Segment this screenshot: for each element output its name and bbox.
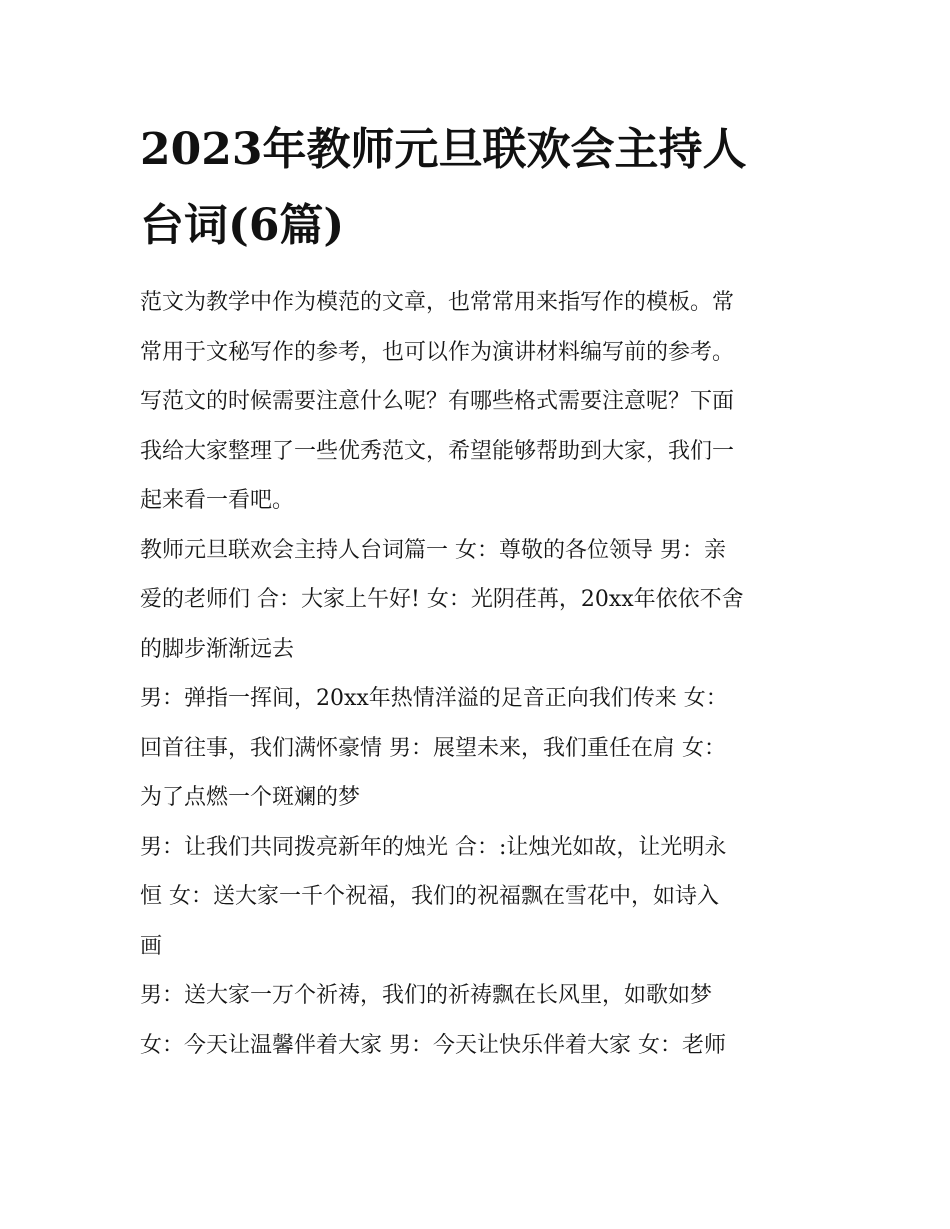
text-line: 我给大家整理了一些优秀范文，希望能够帮助到大家，我们一 (140, 438, 735, 464)
text-line: 男：让我们共同拨亮新年的烛光 合：:让烛光如故，让光明永 (140, 834, 727, 860)
text-line: 常用于文秘写作的参考，也可以作为演讲材料编写前的参考。 (140, 339, 735, 365)
script-paragraph (140, 971, 812, 1070)
text-line: 写范文的时候需要注意什么呢？有哪些格式需要注意呢？下面 (140, 389, 735, 414)
text-line: 回首往事，我们满怀豪情 男：展望未来，我们重任在肩 女： (140, 735, 726, 761)
intro-paragraph (140, 278, 812, 526)
script-paragraph (140, 526, 812, 675)
text-line: 教师元旦联欢会主持人台词篇一 女：尊敬的各位领导 男：亲 (140, 537, 726, 563)
script-paragraph (140, 823, 812, 972)
text-line: 画 (140, 933, 163, 959)
text-line: 恒 女：送大家一千个祝福，我们的祝福飘在雪花中，如诗入 (140, 884, 719, 909)
text-line: 为了点燃一个斑斓的梦 (140, 785, 361, 810)
title-line: 台词(6篇) (140, 200, 345, 251)
script-paragraph (140, 674, 812, 823)
text-line: 男：弹指一挥间，20xx年热情洋溢的足音正向我们传来 女： (140, 686, 728, 711)
title-line: 2023年教师元旦联欢会主持人 (140, 124, 747, 175)
text-line: 爱的老师们 合：大家上午好! 女：光阴荏苒，20xx年依依不舍 (140, 587, 744, 612)
text-line: 女：今天让温馨伴着大家 男：今天让快乐伴着大家 女：老师 (140, 1032, 726, 1058)
text-line: 范文为教学中作为模范的文章，也常常用来指写作的模板。常 (140, 290, 735, 315)
text-line: 的脚步渐渐远去 (140, 636, 295, 662)
document-content (140, 112, 812, 1070)
text-line: 起来看一看吧。 (140, 488, 295, 513)
document-title (140, 112, 812, 264)
text-line: 男：送大家一万个祈祷，我们的祈祷飘在长风里，如歌如梦 (140, 983, 713, 1008)
